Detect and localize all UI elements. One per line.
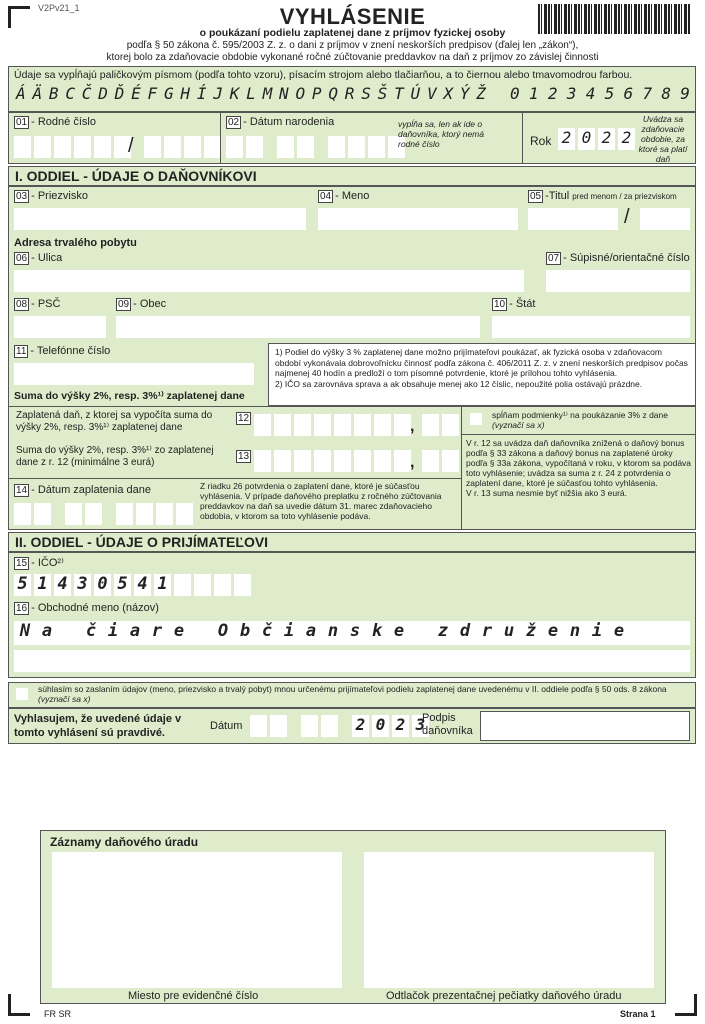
date-year-digit: 3 xyxy=(412,715,429,737)
city-input[interactable] xyxy=(116,316,480,338)
sample-letter: V xyxy=(426,84,437,103)
row-13-note-text: V r. 13 suma nesmie byť nižšia ako 3 eurá. xyxy=(466,488,627,498)
share-amount-cents-input[interactable] xyxy=(422,450,459,472)
name-char: d xyxy=(459,621,471,641)
row-12-note xyxy=(466,438,692,498)
zip-input[interactable] xyxy=(14,316,106,338)
ico-digit: 4 xyxy=(54,574,71,596)
sample-letter: K xyxy=(229,84,240,103)
sample-digit: 2 xyxy=(547,84,558,103)
name-char: u xyxy=(503,621,515,641)
corner-mark xyxy=(675,994,697,1016)
sample-letter: Í xyxy=(196,84,207,103)
sample-letter: Ď xyxy=(114,84,125,103)
field-03-label: 03 - Priezvisko xyxy=(16,190,88,202)
declaration-text: Vyhlasujem, že uvedené údaje v tomto vyhlásení sú pravdivé. xyxy=(14,713,182,739)
name-char: a xyxy=(129,621,141,641)
sample-letter: X xyxy=(443,84,454,103)
sample-letter: N xyxy=(279,84,289,103)
business-name-input[interactable] xyxy=(14,621,690,645)
sample-letter: T xyxy=(394,84,404,103)
sample-letter: Ý xyxy=(459,84,470,103)
instructions-text: Údaje sa vypĺňajú paličkovým písmom (podľa tohto vzoru), písacím strojom alebo tlačiarňou, a to čiernou alebo tmavomodrou farbou. xyxy=(14,69,633,81)
sample-letter: S xyxy=(361,84,371,103)
footer-left: FR SR xyxy=(44,1009,71,1019)
divider xyxy=(8,478,461,479)
ico-input[interactable] xyxy=(14,574,251,596)
subtitle: o poukázaní podielu zaplatenej dane z príjmov fyzickej osoby xyxy=(199,27,506,39)
divider xyxy=(461,434,696,435)
consent-checkbox[interactable] xyxy=(16,688,28,700)
business-name-input-line-2[interactable] xyxy=(14,650,690,672)
address-title: Adresa trvalého pobytu xyxy=(14,237,137,249)
decimal-comma: , xyxy=(410,418,415,435)
divider xyxy=(522,112,523,164)
sample-letter: C xyxy=(65,84,75,103)
three-percent-checkbox[interactable] xyxy=(470,413,482,425)
sample-digit: 1 xyxy=(528,84,539,103)
name-char: n xyxy=(327,621,339,641)
street-input[interactable] xyxy=(14,270,524,292)
date-year-digit: 0 xyxy=(372,715,389,737)
name-char: i xyxy=(107,621,119,641)
field-14-label: 14 - Dátum zaplatenia dane xyxy=(16,484,151,496)
declaration-date-input[interactable] xyxy=(250,715,429,737)
sample-letter: J xyxy=(213,84,223,103)
sample-digit: 6 xyxy=(623,84,634,103)
date-year-digit: 2 xyxy=(352,715,369,737)
field-08-label: 08 - PSČ xyxy=(16,298,61,310)
year-input[interactable] xyxy=(558,128,635,150)
decimal-comma: , xyxy=(410,454,415,471)
page-title: VYHLÁSENIE xyxy=(279,4,426,29)
field-06-label: 06 - Ulica xyxy=(16,252,63,264)
intro-line-1: podľa § 50 zákona č. 595/2003 Z. z. o dani z príjmov v znení neskorších predpisov (ďalej len „zákon“), xyxy=(126,40,579,51)
name-char: e xyxy=(547,621,559,641)
name-char xyxy=(410,621,432,645)
ico-digit: 1 xyxy=(154,574,171,596)
sample-letter: M xyxy=(262,84,273,103)
signature-input[interactable] xyxy=(480,711,690,741)
note-2: 2) IČO sa zarovnáva sprava a ak obsahuje menej ako 12 číslic, nepoužité polia ostávajú prázdne. xyxy=(275,378,643,389)
field-12-number: 12 xyxy=(238,413,250,424)
ico-digit: 0 xyxy=(94,574,111,596)
payment-date-input[interactable] xyxy=(14,503,193,525)
ico-digit: 4 xyxy=(134,574,151,596)
name-char: a xyxy=(41,621,53,641)
ico-digit: 3 xyxy=(74,574,91,596)
sample-letter: É xyxy=(131,84,141,103)
sample-letter: B xyxy=(48,84,59,103)
date-year-digit: 2 xyxy=(392,715,409,737)
year-digit: 2 xyxy=(558,128,575,150)
field-09-label: 09 - Obec xyxy=(118,298,167,310)
name-char: k xyxy=(371,621,383,641)
sample-digit: 4 xyxy=(585,84,596,103)
field-07-label: 07 - Súpisné/orientačné číslo xyxy=(548,252,690,264)
name-char: e xyxy=(613,621,625,641)
name-char: N xyxy=(19,621,31,641)
tax-paid-input[interactable] xyxy=(254,414,411,436)
field-11-label: 11 - Telefónne číslo xyxy=(16,345,111,357)
name-char: r xyxy=(481,621,493,641)
sample-letter: P xyxy=(311,84,322,103)
row-14-note: Z riadku 26 potvrdenia o zaplatení dane, ktoré je súčasťou vyhlásenia. V prípade daňového preplatku z ročného zúčtovania preddavkov na daň sa uvedie dátum 31. marec zdaňovacieho obdobia, v ktorom sa toto vyhlásenie podáva. xyxy=(200,481,442,521)
year-label: Rok xyxy=(530,134,552,148)
date-label: Dátum xyxy=(210,720,243,732)
sample-letter: O xyxy=(295,84,306,103)
sample-letter: Ú xyxy=(410,84,421,103)
name-char xyxy=(190,621,212,645)
house-number-input[interactable] xyxy=(546,270,690,292)
sample-digits xyxy=(510,84,690,103)
sample-digit: 5 xyxy=(604,84,615,103)
row-12-note-text: V r. 12 sa uvádza daň daňovníka znížená o daňový bonus podľa § 33 zákona a daňový bonus na zaplatené úroky podľa § 33a zákona, vypočítaná v roku, v ktorom sa podáva toto vyhlásenie; uvádza sa suma z r. 24 z potvrdenia o zaplatení dane, ktoré je súčasťou tohto vyhlásenia. xyxy=(466,438,692,488)
sample-digit: 0 xyxy=(510,84,520,103)
field-02-note: vypĺňa sa, len ak ide o daňovníka, ktorý nemá rodné číslo xyxy=(398,119,484,149)
note-1: 1) Podiel do výšky 3 % zaplatenej dane možno prijímateľovi poukázať, ak fyzická osoba v zdaňovacom období vykonávala dobrovoľnícku činnosť podľa zákona č. 406/2011 Z. z. v znení neskorších predpisov počas najmenej 40 hodín a predloží o tom písomné potvrdenie, ktoré je prílohou tohto vyhlásenia. xyxy=(275,347,688,378)
field-13-number: 13 xyxy=(238,451,250,462)
ico-digit: 5 xyxy=(14,574,31,596)
sample-digit: 8 xyxy=(661,84,672,103)
notes-box xyxy=(268,343,696,406)
year-note: Uvádza sa zdaňovacie obdobie, za ktoré sa platí daň xyxy=(638,114,688,164)
registration-number-label: Miesto pre evidenčné číslo xyxy=(128,990,259,1002)
sign-label: Podpis daňovníka xyxy=(422,712,473,737)
share-amount-input[interactable] xyxy=(254,450,411,472)
surname-input[interactable] xyxy=(14,208,306,230)
tax-office-title: Záznamy daňového úradu xyxy=(50,835,199,849)
sample-letter: Ž xyxy=(476,84,486,103)
field-16-label: 16 - Obchodné meno (názov) xyxy=(16,602,159,614)
year-digit: 2 xyxy=(618,128,635,150)
page-number: Strana 1 xyxy=(620,1009,656,1019)
sample-letter: H xyxy=(180,84,191,103)
sample-digit: 9 xyxy=(680,84,690,103)
birth-number-input[interactable] xyxy=(14,136,131,158)
title-after-input[interactable] xyxy=(640,208,690,230)
name-char: i xyxy=(591,621,603,641)
sample-letter: L xyxy=(246,84,256,103)
sample-digit: 7 xyxy=(642,84,653,103)
field-13-label: Suma do výšky 2%, resp. 3%¹⁾ zo zaplatenej dane z r. 12 (minimálne 3 eurá) xyxy=(16,445,214,468)
birth-date-input[interactable] xyxy=(226,136,405,158)
name-char: r xyxy=(151,621,163,641)
three-percent-label: spĺňam podmienky¹⁾ na poukázanie 3% z dane (vyznačí sa x) xyxy=(492,410,668,430)
phone-input[interactable] xyxy=(14,363,254,385)
field-05-label: 05 -Titul pred menom / za priezviskom xyxy=(530,190,677,202)
sample-letter: R xyxy=(344,84,355,103)
name-char: i xyxy=(283,621,295,641)
field-15-label: 15 - IČO²⁾ xyxy=(16,557,64,569)
consent-label: súhlasím so zaslaním údajov (meno, priezvisko a trvalý pobyt) mnou určenému prijímateľovi podielu zaplatenej dane uvedenému v II. oddiele podľa § 50 ods. 8 zákona (vyznačí sa x) xyxy=(38,684,667,704)
section-2-title: II. ODDIEL - ÚDAJE O PRIJÍMATEĽOVI xyxy=(8,532,696,552)
divider xyxy=(220,112,221,164)
birth-number-separator: / xyxy=(128,135,134,157)
sample-letter: Š xyxy=(377,84,388,103)
name-char: č xyxy=(261,621,273,641)
sample-letter: D xyxy=(98,84,108,103)
sum-title: Suma do výšky 2%, resp. 3%¹⁾ zaplatenej dane xyxy=(14,390,245,402)
name-char: n xyxy=(569,621,581,641)
corner-mark xyxy=(8,994,30,1016)
sample-letter: F xyxy=(147,84,158,103)
section-1-title: I. ODDIEL - ÚDAJE O DAŇOVNÍKOVI xyxy=(8,166,696,186)
ico-digit: 1 xyxy=(34,574,51,596)
title-before-input[interactable] xyxy=(528,208,618,230)
form-code: V2Pv21_1 xyxy=(38,3,80,13)
intro-line-2: ktorej bolo za zdaňovacie obdobie vykonané ročné zúčtovanie preddavkov na daň z príjmov zo závislej činnosti xyxy=(106,52,599,63)
name-char xyxy=(58,621,80,645)
name-char: ž xyxy=(525,621,537,641)
tax-paid-cents-input[interactable] xyxy=(422,414,459,436)
field-10-label: 10 - Štát xyxy=(494,298,536,310)
first-name-input[interactable] xyxy=(318,208,518,230)
name-char: O xyxy=(217,621,229,641)
ico-digit: 5 xyxy=(114,574,131,596)
name-char: e xyxy=(393,621,405,641)
name-char: č xyxy=(85,621,97,641)
year-digit: 0 xyxy=(578,128,595,150)
name-char: s xyxy=(349,621,361,641)
sample-letter: Č xyxy=(81,84,92,103)
sample-letter: Q xyxy=(328,84,338,103)
field-04-label: 04 - Meno xyxy=(320,190,370,202)
name-char: e xyxy=(173,621,185,641)
sample-letter: G xyxy=(163,84,174,103)
birth-number-suffix-input[interactable] xyxy=(144,136,221,158)
year-digit: 2 xyxy=(598,128,615,150)
office-stamp-label: Odtlačok prezentačnej pečiatky daňového úradu xyxy=(386,990,622,1002)
sample-letters xyxy=(16,84,486,103)
divider xyxy=(8,406,696,407)
name-char: z xyxy=(437,621,449,641)
title-separator: / xyxy=(624,206,630,228)
field-12-label: Zaplatená daň, z ktorej sa vypočíta suma do výšky 2%, resp. 3%¹⁾ zaplatenej dane xyxy=(16,410,213,433)
field-02-label: 02 - Dátum narodenia xyxy=(228,116,335,128)
corner-mark xyxy=(8,6,30,28)
country-input[interactable] xyxy=(492,316,690,338)
sample-digit: 3 xyxy=(566,84,577,103)
sample-letter: Ä xyxy=(32,84,43,103)
name-char: b xyxy=(239,621,251,641)
office-stamp-area[interactable] xyxy=(364,852,654,988)
registration-number-area[interactable] xyxy=(52,852,342,988)
field-01-label: 01 - Rodné číslo xyxy=(16,116,96,128)
divider xyxy=(461,406,462,530)
name-char: a xyxy=(305,621,317,641)
sample-letter: Á xyxy=(16,84,26,103)
